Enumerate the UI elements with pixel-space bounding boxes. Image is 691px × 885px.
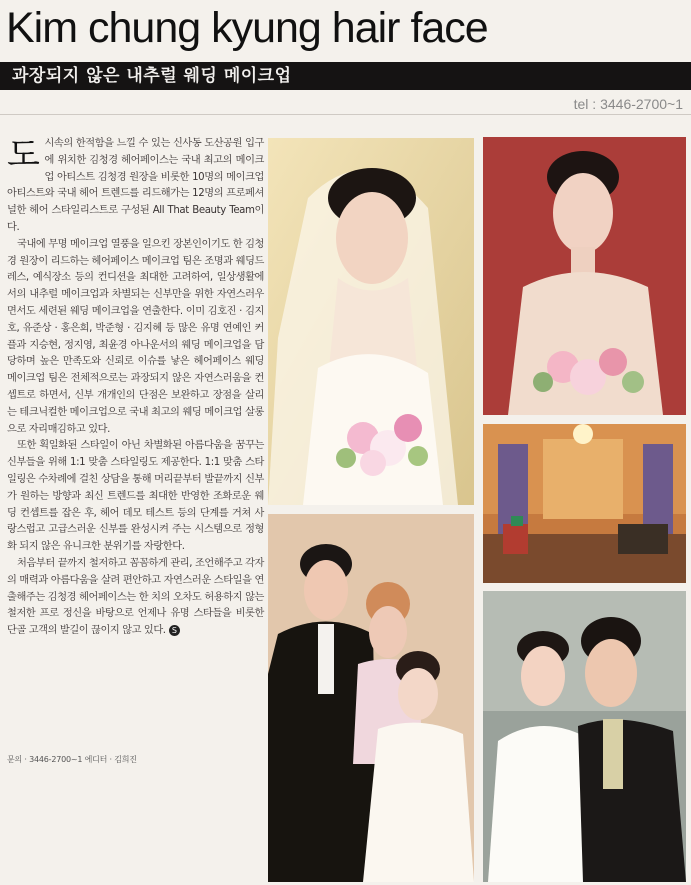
article-paragraph-3: 또한 획일화된 스타일이 아닌 차별화된 아름다움을 꿈꾸는 신부들을 위해 1:1 맞춤 스타일링도 제공한다. 1:1 맞춤 스타일링은 수차례에 걸친 상담을 통해 머리끝부터 발끝까지 신부가 원하는 방향과 최신 트렌드를 최대한 반영한 조화로운 웨딩 컨셉트를 잡은 후, 헤어 데모 테스트 등의 단계를 거쳐 사랑스럽고 고급스러운 신부를 완성시켜 주는 시스템으로 정형화 되지 않은 유니크한 분위기를 자랑한다. — [7, 440, 264, 553]
photo-bride-veil — [268, 138, 474, 505]
contact-credit: 문의 · 3446-2700~1 에디터 · 김희진 — [7, 755, 137, 764]
magazine-title: Kim chung kyung hair face — [6, 4, 488, 52]
subtitle-banner: 과장되지 않은 내추럴 웨딩 메이크업 — [0, 62, 691, 90]
article-paragraph-1: 도시속의 한적함을 느낄 수 있는 신사동 도산공원 입구에 위치한 김청경 헤어페이스는 국내 최고의 메이크업 아티스트 김청경 원장을 비롯한 10명의 메이크업 아티스트와 국내 헤어 트렌드를 리드해가는 12명의 프로페셔널한 헤어 스타일리스트로 구성된 All That Beauty Team이다. — [7, 135, 264, 233]
photo-salon-interior — [483, 424, 686, 583]
article-paragraph-2: 국내에 무명 메이크업 열풍을 일으킨 장본인이기도 한 김청경 원장이 리드하는 헤어페이스 메이크업 팀은 조명과 웨딩드레스, 예식장소 등의 컨디션을 최대한 고려하여, 일상생활에서의 내추럴 메이크업과 차별되는 신부만을 위한 자연스러우면서도 세련된 웨딩 메이크업을 연출한다. 이미 김호진 · 김지호, 유준상 · 홍은희, 박준형 · 김지혜 등 많은 유명 연예인 커플과 지승현, 정지영, 최윤경 아나운서의 웨딩 메이크업을 담당하며 높은 만족도와 신뢰로 이슈를 낳은 헤어페이스 웨딩 메이크업 팀은 전체적으로는 과장되지 않은 자연스러움을 컨셉트로 하면서, 신부 개개인의 단점은 보완하고 장점을 살리는 테크닉컬한 메이크업으로 국내 최고의 웨딩 메이크업 살롱으로 자리매김하고 있다. — [7, 238, 264, 435]
drop-cap: 도 — [7, 135, 40, 175]
telephone-number: tel : 3446-2700~1 — [573, 96, 683, 112]
photo-bride-portrait — [483, 137, 686, 415]
header-divider — [0, 114, 691, 115]
article-body — [7, 136, 264, 640]
end-mark-icon: S — [169, 625, 180, 636]
photo-bride-and-groom — [483, 591, 686, 882]
photo-couple-with-artist — [268, 514, 474, 882]
article-paragraph-4: 처음부터 끝까지 철저하고 꼼꼼하게 관리, 조언해주고 각자의 매력과 아름다움을 살려 편안하고 자연스러운 스타일을 연출해주는 김청경 헤어페이스는 한 치의 오차도 허용하지 않는 철저한 프로 정신을 바탕으로 언제나 유명 스타들을 비롯한 단골 고객의 발길이 끊이지 않고 있다. S — [7, 557, 264, 637]
